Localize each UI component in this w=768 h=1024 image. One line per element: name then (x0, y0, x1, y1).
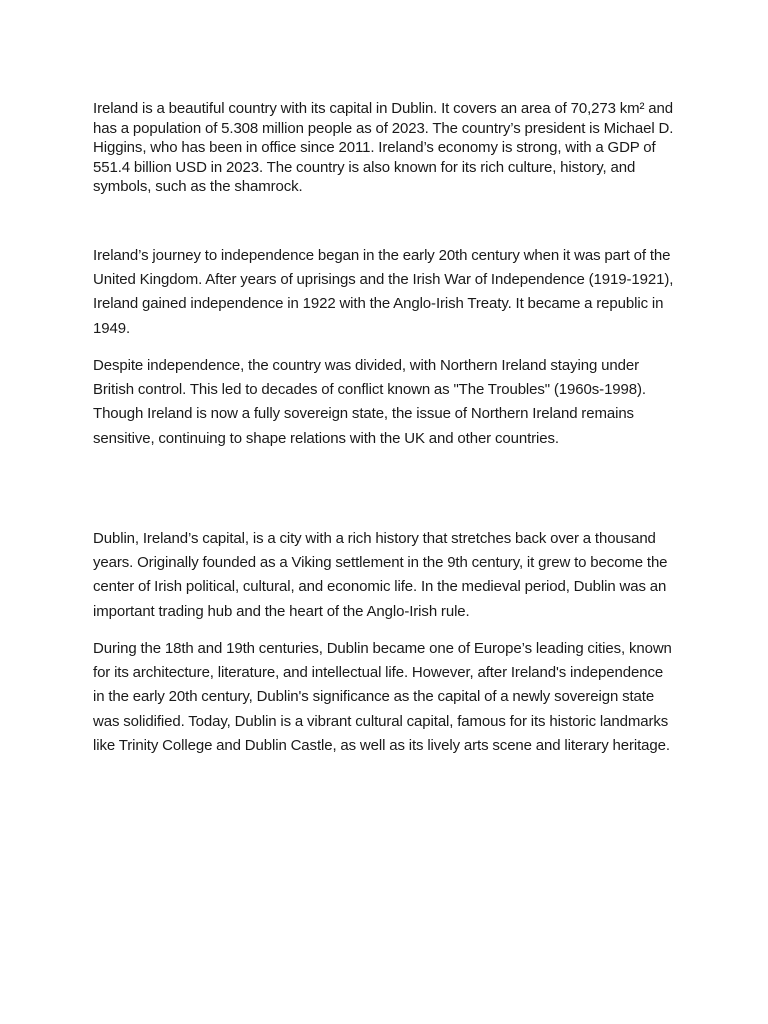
paragraph-northern-ireland: Despite independence, the country was divided, with Northern Ireland staying under British control. This led to decades of conflict known as "The Troubles" (1960s-1998). Though Ireland is now a fully sovereign state, the issue of Northern Ireland remains sensitive, continuing to shape relations with the UK and other countries. (93, 357, 646, 447)
paragraph-dublin-history: Dublin, Ireland’s capital, is a city with a rich history that stretches back over a thousand years. Originally founded as a Viking settlement in the 9th century, it grew to become the center of Irish political, cultural, and economic life. In the medieval period, Dublin was an important trading hub and the heart of the Anglo-Irish rule. (93, 530, 668, 620)
paragraph-independence: Ireland’s journey to independence began in the early 20th century when it was part of the United Kingdom. After years of uprisings and the Irish War of Independence (1919-1921), Ireland gained independence in 1922 with the Anglo-Irish Treaty. It became a republic in 1949. (93, 247, 674, 337)
paragraph-ireland-overview: Ireland is a beautiful country with its capital in Dublin. It covers an area of 70,273 km² and has a population of 5.308 million people as of 2023. The country’s president is Michael D. Higgins, who has been in office since 2011. Ireland’s economy is strong, with a GDP of 551.4 billion USD in 2023. The country is also known for its rich culture, history, and symbols, such as the shamrock. (93, 100, 674, 195)
paragraph-dublin-modern: During the 18th and 19th centuries, Dublin became one of Europe’s leading cities, known for its architecture, literature, and intellectual life. However, after Ireland's independence in the early 20th century, Dublin's significance as the capital of a newly sovereign state was solidified. Today, Dublin is a vibrant cultural capital, famous for its historic landmarks like Trinity College and Dublin Castle, as well as its lively arts scene and literary heritage. (93, 640, 672, 754)
